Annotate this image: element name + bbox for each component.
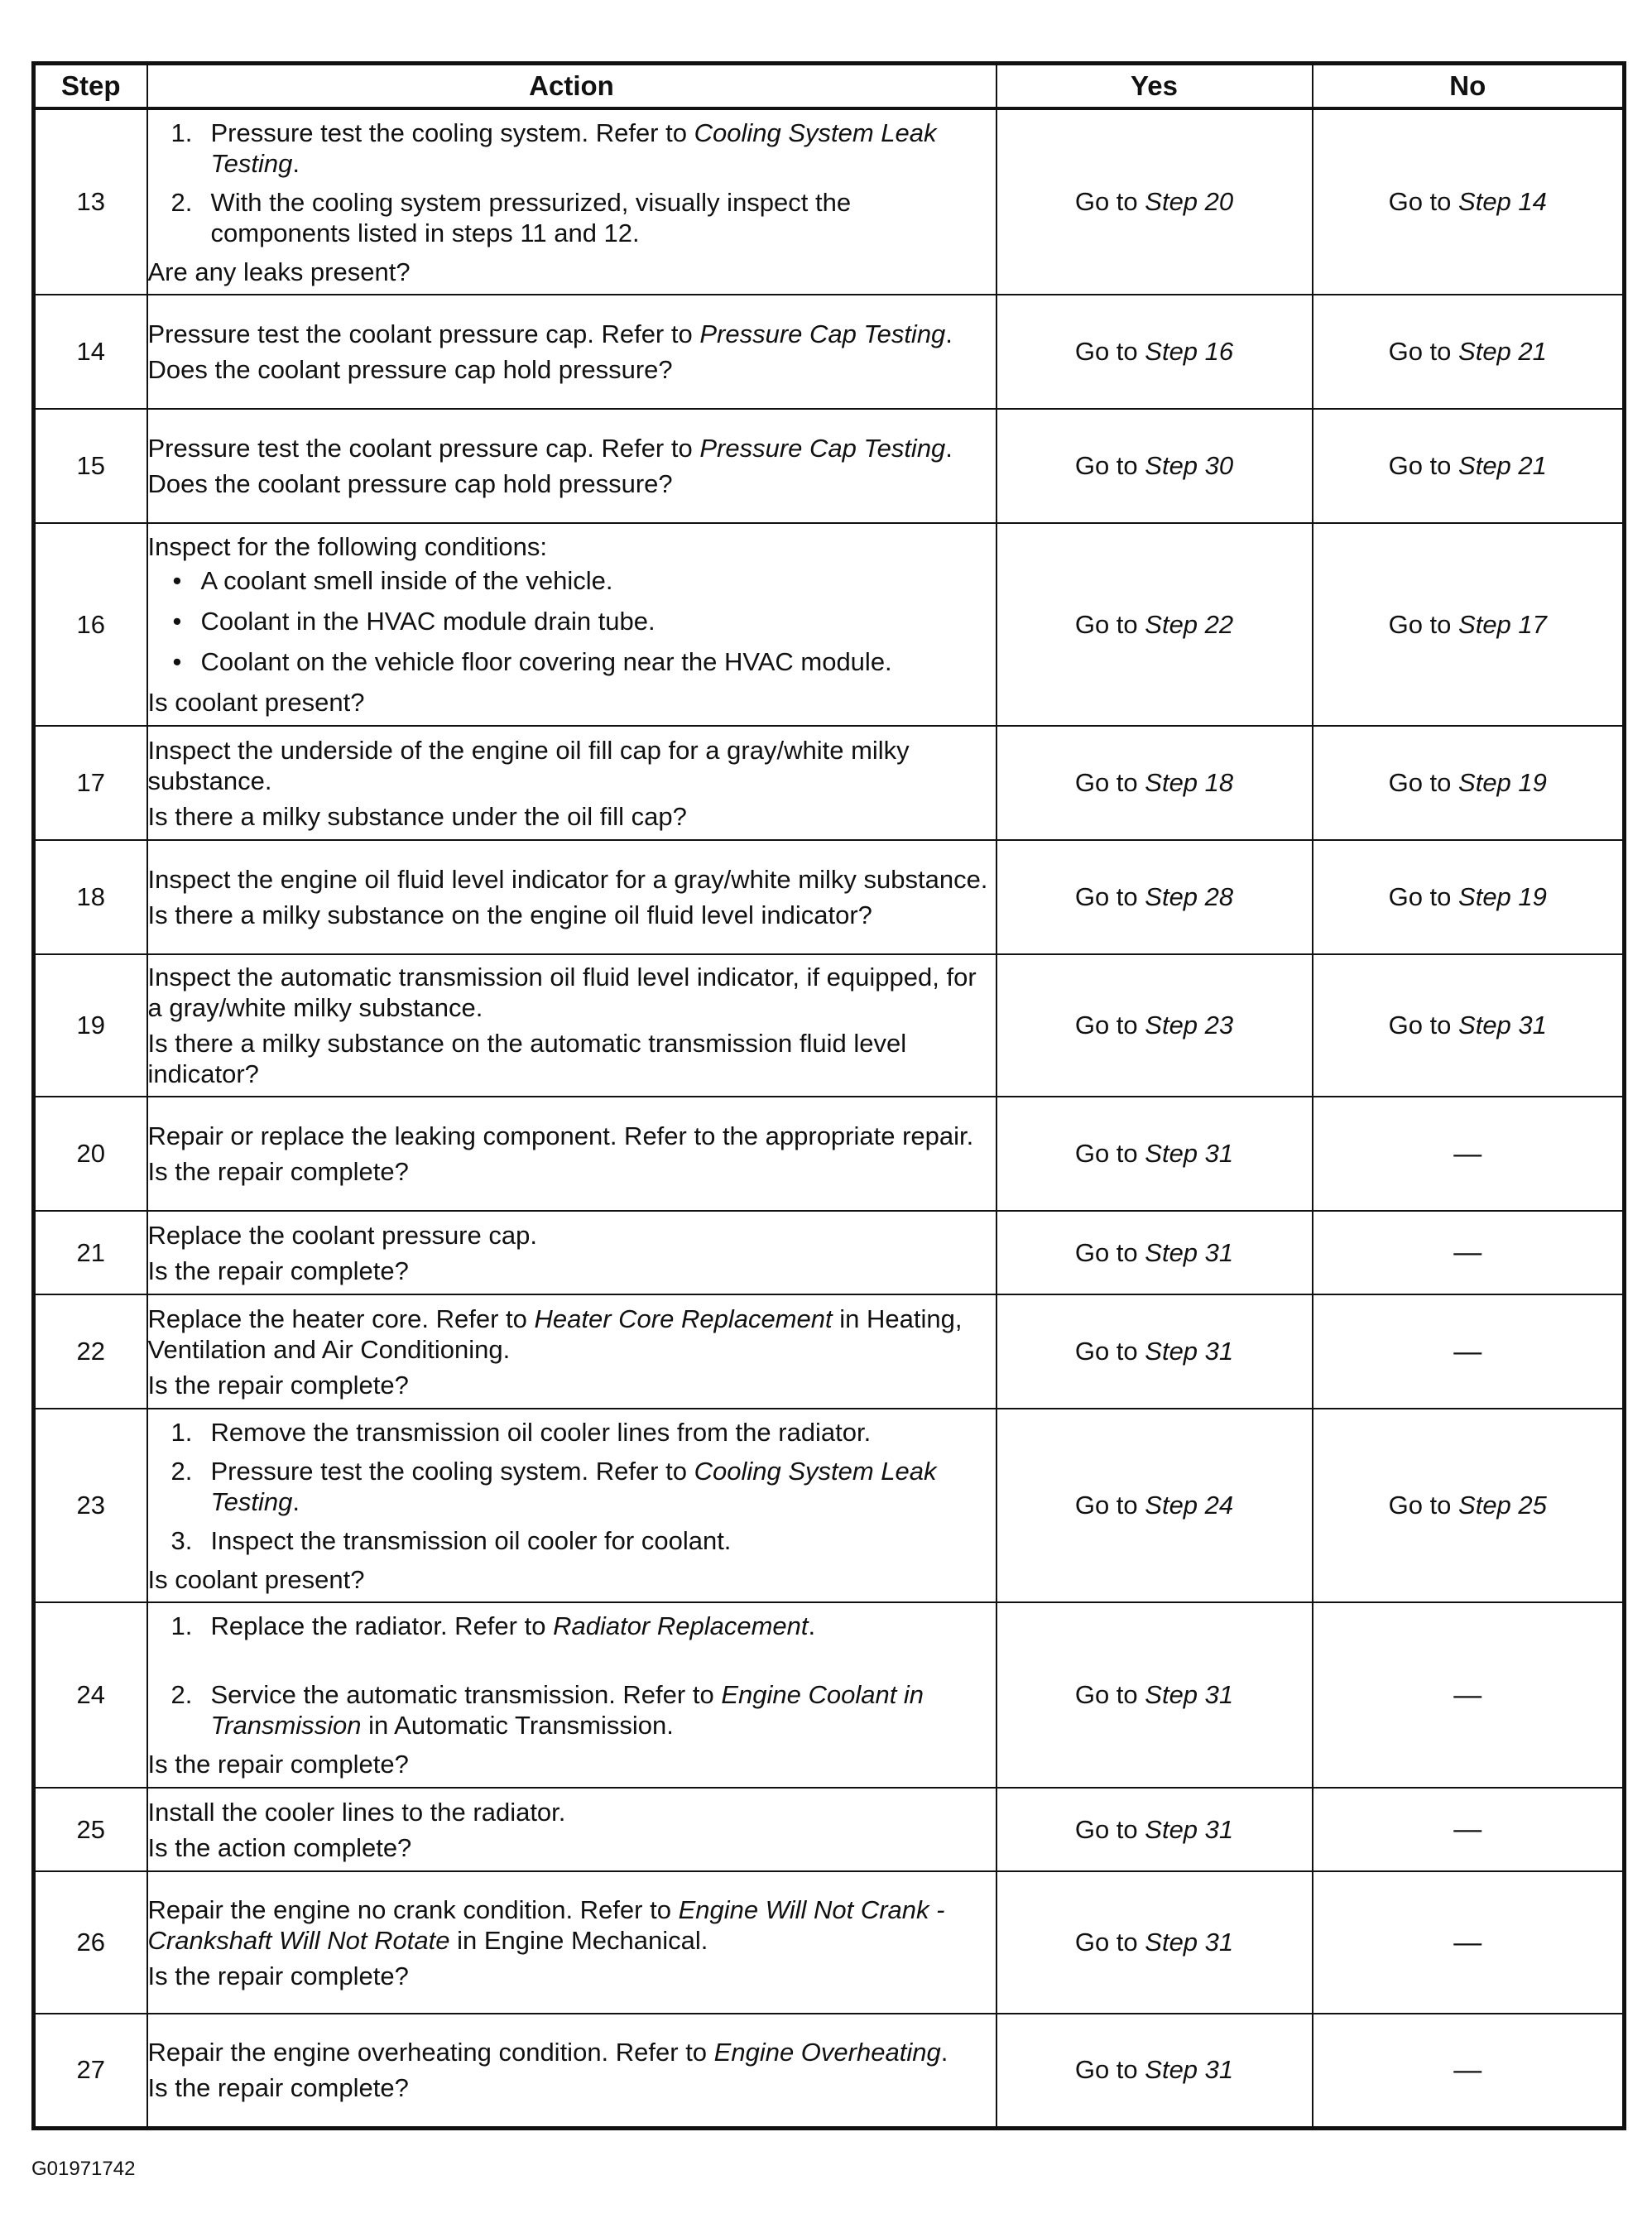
step-number: 18 [34, 840, 147, 954]
step-number: 26 [34, 1871, 147, 2014]
numbered-substeps [148, 1611, 996, 1741]
table-row [34, 954, 1625, 1097]
yes-result [996, 726, 1313, 840]
goto-prefix: Go to [1388, 337, 1459, 366]
substep-text: Replace the radiator. Refer to [210, 1611, 554, 1640]
substep-item [148, 1679, 996, 1741]
bullet-icon: • [172, 647, 182, 676]
goto-step-link[interactable]: Step 31 [1145, 2055, 1234, 2085]
instruction-text: Pressure test the coolant pressure cap. Refer to [147, 319, 700, 348]
reference-link[interactable]: Pressure Cap Testing [699, 319, 946, 348]
diagnostic-table [31, 61, 1626, 2130]
substep-number: 2. [170, 187, 193, 217]
goto-step-link[interactable]: Step 31 [1145, 1680, 1234, 1709]
substep-text: Inspect the transmission oil cooler for coolant. [210, 1525, 732, 1555]
yes-result [996, 108, 1313, 295]
table-row [34, 1097, 1625, 1211]
substep-number: 1. [170, 1611, 193, 1640]
table-row [34, 1294, 1625, 1409]
action-question: Is there a milky substance under the oil fill cap? [147, 801, 687, 831]
no-result-dash: — [1313, 1788, 1625, 1871]
no-result-dash: — [1313, 1294, 1625, 1409]
instruction-text: Replace the heater core. Refer to [147, 1304, 535, 1333]
action-cell [147, 954, 996, 1097]
substep-number: 2. [170, 1680, 193, 1709]
table-header-row [34, 64, 1625, 109]
goto-prefix: Go to [1074, 1011, 1145, 1040]
step-number: 27 [34, 2014, 147, 2128]
instruction-text: Repair or replace the leaking component. Refer to the appropriate repair. [147, 1121, 974, 1150]
action-question: Is there a milky substance on the automatic transmission fluid level indicator? [147, 1029, 907, 1088]
substep-number: 3. [170, 1525, 193, 1555]
action-question: Is the repair complete? [147, 1961, 409, 1990]
action-question: Are any leaks present? [147, 257, 411, 286]
substep-text: Pressure test the cooling system. Refer to [210, 118, 694, 147]
goto-step-link[interactable]: Step 17 [1458, 609, 1547, 639]
yes-result [996, 954, 1313, 1097]
substep-item [148, 1611, 996, 1641]
step-number: 25 [34, 1788, 147, 1871]
step-number: 24 [34, 1602, 147, 1788]
action-cell [147, 409, 996, 523]
goto-prefix: Go to [1074, 1237, 1145, 1267]
goto-step-link[interactable]: Step 31 [1145, 1928, 1234, 1957]
action-instruction [148, 1797, 996, 1827]
goto-step-link[interactable]: Step 21 [1458, 337, 1547, 366]
header-yes: Yes [996, 64, 1313, 109]
action-instruction [148, 1304, 996, 1365]
step-number: 19 [34, 954, 147, 1097]
yes-result [996, 523, 1313, 726]
goto-prefix: Go to [1388, 187, 1459, 216]
step-number: 23 [34, 1409, 147, 1602]
substep-item [148, 1525, 996, 1556]
action-cell [147, 1788, 996, 1871]
instruction-text-after: in Engine Mechanical. [449, 1925, 708, 1955]
header-step: Step [34, 64, 147, 109]
action-cell [147, 840, 996, 954]
table-row [34, 409, 1625, 523]
yes-result [996, 1788, 1313, 1871]
action-question: Is there a milky substance on the engine oil fluid level indicator? [147, 900, 872, 929]
no-result-dash: — [1313, 2014, 1625, 2128]
substep-number: 1. [170, 1417, 193, 1447]
substep-number: 1. [170, 118, 193, 147]
table-row [34, 1602, 1625, 1788]
goto-prefix: Go to [1074, 1814, 1145, 1844]
action-instruction [148, 2037, 996, 2067]
header-action: Action [147, 64, 996, 109]
goto-prefix: Go to [1388, 1011, 1459, 1040]
action-instruction [148, 531, 996, 562]
reference-link[interactable]: Cooling System Leak Testing [210, 1456, 937, 1516]
goto-prefix: Go to [1074, 1680, 1145, 1709]
reference-link[interactable]: Radiator Replacement [553, 1611, 809, 1640]
step-number: 15 [34, 409, 147, 523]
reference-link[interactable]: Pressure Cap Testing [699, 434, 946, 463]
action-cell [147, 1294, 996, 1409]
yes-result [996, 1409, 1313, 1602]
action-instruction [148, 1121, 996, 1151]
instruction-text-after: . [945, 434, 953, 463]
goto-step-link[interactable]: Step 31 [1145, 1814, 1234, 1844]
action-question: Is the repair complete? [147, 1370, 409, 1400]
goto-step-link[interactable]: Step 22 [1145, 609, 1234, 639]
goto-prefix: Go to [1074, 1491, 1145, 1520]
table-row [34, 108, 1625, 295]
instruction-text: Repair the engine overheating condition. Refer to [147, 2038, 714, 2067]
table-row [34, 1409, 1625, 1602]
yes-result [996, 1097, 1313, 1211]
substep-text: Remove the transmission oil cooler lines from the radiator. [210, 1417, 872, 1447]
action-instruction [148, 735, 996, 796]
yes-result [996, 1602, 1313, 1788]
goto-step-link[interactable]: Step 19 [1458, 882, 1547, 911]
no-result-dash: — [1313, 1602, 1625, 1788]
substep-item [148, 1456, 996, 1517]
substep-text-after: . [292, 1486, 300, 1516]
goto-step-link[interactable]: Step 31 [1458, 1011, 1547, 1040]
goto-prefix: Go to [1074, 2055, 1145, 2085]
condition-text: Coolant in the HVAC module drain tube. [200, 607, 656, 636]
table-row [34, 840, 1625, 954]
goto-step-link[interactable]: Step 28 [1145, 882, 1234, 911]
reference-link[interactable]: Heater Core Replacement [534, 1304, 833, 1333]
goto-prefix: Go to [1074, 1337, 1145, 1366]
goto-prefix: Go to [1074, 337, 1145, 366]
goto-prefix: Go to [1074, 451, 1145, 480]
bullet-icon: • [172, 607, 182, 636]
table-row [34, 1211, 1625, 1294]
table-row [34, 295, 1625, 409]
action-cell [147, 1602, 996, 1788]
instruction-text-after: . [945, 319, 953, 348]
table-row [34, 726, 1625, 840]
action-instruction [148, 962, 996, 1023]
goto-prefix: Go to [1388, 451, 1459, 480]
action-cell [147, 1211, 996, 1294]
goto-step-link[interactable]: Step 31 [1145, 1139, 1234, 1168]
goto-step-link[interactable]: Step 19 [1458, 768, 1547, 797]
instruction-text: Replace the coolant pressure cap. [147, 1220, 537, 1250]
condition-item [148, 606, 996, 636]
step-number: 21 [34, 1211, 147, 1294]
goto-step-link[interactable]: Step 31 [1145, 1337, 1234, 1366]
action-instruction [148, 864, 996, 895]
action-question: Is the repair complete? [147, 2073, 409, 2103]
goto-prefix: Go to [1388, 882, 1459, 911]
condition-text: Coolant on the vehicle floor covering near the HVAC module. [200, 647, 892, 676]
yes-result [996, 409, 1313, 523]
action-instruction [148, 433, 996, 463]
instruction-text: Inspect the engine oil fluid level indicator for a gray/white milky substance. [147, 865, 988, 894]
instruction-text: Repair the engine no crank condition. Refer to [147, 1894, 679, 1924]
no-result-dash: — [1313, 1211, 1625, 1294]
action-question: Is the repair complete? [147, 1750, 409, 1779]
table-row [34, 523, 1625, 726]
condition-item [148, 646, 996, 677]
yes-result [996, 1871, 1313, 2014]
action-cell [147, 2014, 996, 2128]
action-cell [147, 1871, 996, 2014]
table-body [34, 108, 1625, 2128]
step-number: 22 [34, 1294, 147, 1409]
action-cell [147, 523, 996, 726]
step-number: 14 [34, 295, 147, 409]
action-cell [147, 108, 996, 295]
goto-step-link[interactable]: Step 14 [1458, 187, 1547, 216]
substep-text: With the cooling system pressurized, visually inspect the components listed in steps 11 and 12. [210, 187, 852, 247]
goto-step-link[interactable]: Step 23 [1145, 1011, 1234, 1040]
condition-list [148, 565, 996, 677]
goto-step-link[interactable]: Step 18 [1145, 768, 1234, 797]
numbered-substeps [148, 118, 996, 248]
substep-item [148, 187, 996, 248]
yes-result [996, 2014, 1313, 2128]
goto-step-link[interactable]: Step 30 [1145, 451, 1234, 480]
action-cell [147, 1097, 996, 1211]
goto-prefix: Go to [1074, 187, 1145, 216]
goto-step-link[interactable]: Step 25 [1458, 1491, 1547, 1520]
goto-prefix: Go to [1074, 609, 1145, 639]
substep-item [148, 1417, 996, 1448]
no-result [1313, 523, 1625, 726]
goto-step-link[interactable]: Step 21 [1458, 451, 1547, 480]
instruction-text: Inspect the automatic transmission oil fluid level indicator, if equipped, for a gray/white milky substance. [147, 963, 977, 1022]
no-result [1313, 295, 1625, 409]
substep-item [148, 118, 996, 179]
substep-text-after: . [808, 1611, 816, 1640]
instruction-text-after: in Heating, Ventilation and Air Conditioning. [147, 1304, 963, 1364]
goto-prefix: Go to [1074, 1928, 1145, 1957]
action-instruction [148, 319, 996, 349]
yes-result [996, 295, 1313, 409]
no-result-dash: — [1313, 1871, 1625, 2014]
no-result [1313, 108, 1625, 295]
goto-step-link[interactable]: Step 20 [1145, 187, 1234, 216]
no-result [1313, 954, 1625, 1097]
condition-item [148, 565, 996, 596]
substep-text: Service the automatic transmission. Refer to [210, 1680, 722, 1709]
action-cell [147, 295, 996, 409]
action-question: Does the coolant pressure cap hold pressure? [147, 355, 673, 384]
goto-prefix: Go to [1074, 768, 1145, 797]
action-question: Is coolant present? [147, 1564, 365, 1594]
reference-link[interactable]: Cooling System Leak Testing [210, 118, 937, 178]
yes-result [996, 1211, 1313, 1294]
no-result [1313, 1409, 1625, 1602]
action-question: Is the repair complete? [147, 1256, 409, 1285]
action-question: Is the repair complete? [147, 1157, 409, 1186]
condition-text: A coolant smell inside of the vehicle. [200, 566, 613, 595]
instruction-text: Inspect the underside of the engine oil fill cap for a gray/white milky substance. [147, 735, 910, 795]
numbered-substeps [148, 1417, 996, 1556]
no-result [1313, 409, 1625, 523]
step-number: 20 [34, 1097, 147, 1211]
step-number: 16 [34, 523, 147, 726]
substep-number: 2. [170, 1456, 193, 1486]
bullet-icon: • [172, 566, 182, 595]
reference-link[interactable]: Engine Will Not Crank - Crankshaft Will Not Rotate [147, 1894, 945, 1955]
substep-text-after: in Automatic Transmission. [361, 1711, 674, 1740]
step-number: 13 [34, 108, 147, 295]
goto-prefix: Go to [1074, 882, 1145, 911]
reference-link[interactable]: Engine Overheating [713, 2038, 941, 2067]
goto-step-link[interactable]: Step 16 [1145, 337, 1234, 366]
action-question: Is the action complete? [147, 1832, 412, 1862]
table-row [34, 1871, 1625, 2014]
instruction-text: Install the cooler lines to the radiator. [147, 1797, 566, 1827]
no-result [1313, 726, 1625, 840]
substep-text: Pressure test the cooling system. Refer to [210, 1456, 694, 1486]
table-row [34, 2014, 1625, 2128]
goto-prefix: Go to [1388, 609, 1459, 639]
action-instruction [148, 1894, 996, 1956]
substep-text-after: . [292, 148, 300, 178]
goto-step-link[interactable]: Step 24 [1145, 1491, 1234, 1520]
yes-result [996, 1294, 1313, 1409]
yes-result [996, 840, 1313, 954]
action-instruction [148, 1220, 996, 1251]
figure-id: G01971742 [31, 2158, 136, 2180]
goto-prefix: Go to [1388, 768, 1459, 797]
action-question: Does the coolant pressure cap hold pressure? [147, 469, 673, 498]
instruction-text-after: . [940, 2038, 948, 2067]
reference-link[interactable]: Engine Coolant in Transmission [210, 1680, 924, 1740]
no-result-dash: — [1313, 1097, 1625, 1211]
goto-prefix: Go to [1074, 1139, 1145, 1168]
goto-prefix: Go to [1388, 1491, 1459, 1520]
action-cell [147, 726, 996, 840]
step-number: 17 [34, 726, 147, 840]
action-question: Is coolant present? [147, 688, 365, 717]
diagnostic-table-container [31, 61, 1622, 2130]
no-result [1313, 840, 1625, 954]
goto-step-link[interactable]: Step 31 [1145, 1237, 1234, 1267]
instruction-text: Inspect for the following conditions: [147, 532, 547, 561]
instruction-text: Pressure test the coolant pressure cap. Refer to [147, 434, 700, 463]
header-no: No [1313, 64, 1625, 109]
action-cell [147, 1409, 996, 1602]
table-row [34, 1788, 1625, 1871]
